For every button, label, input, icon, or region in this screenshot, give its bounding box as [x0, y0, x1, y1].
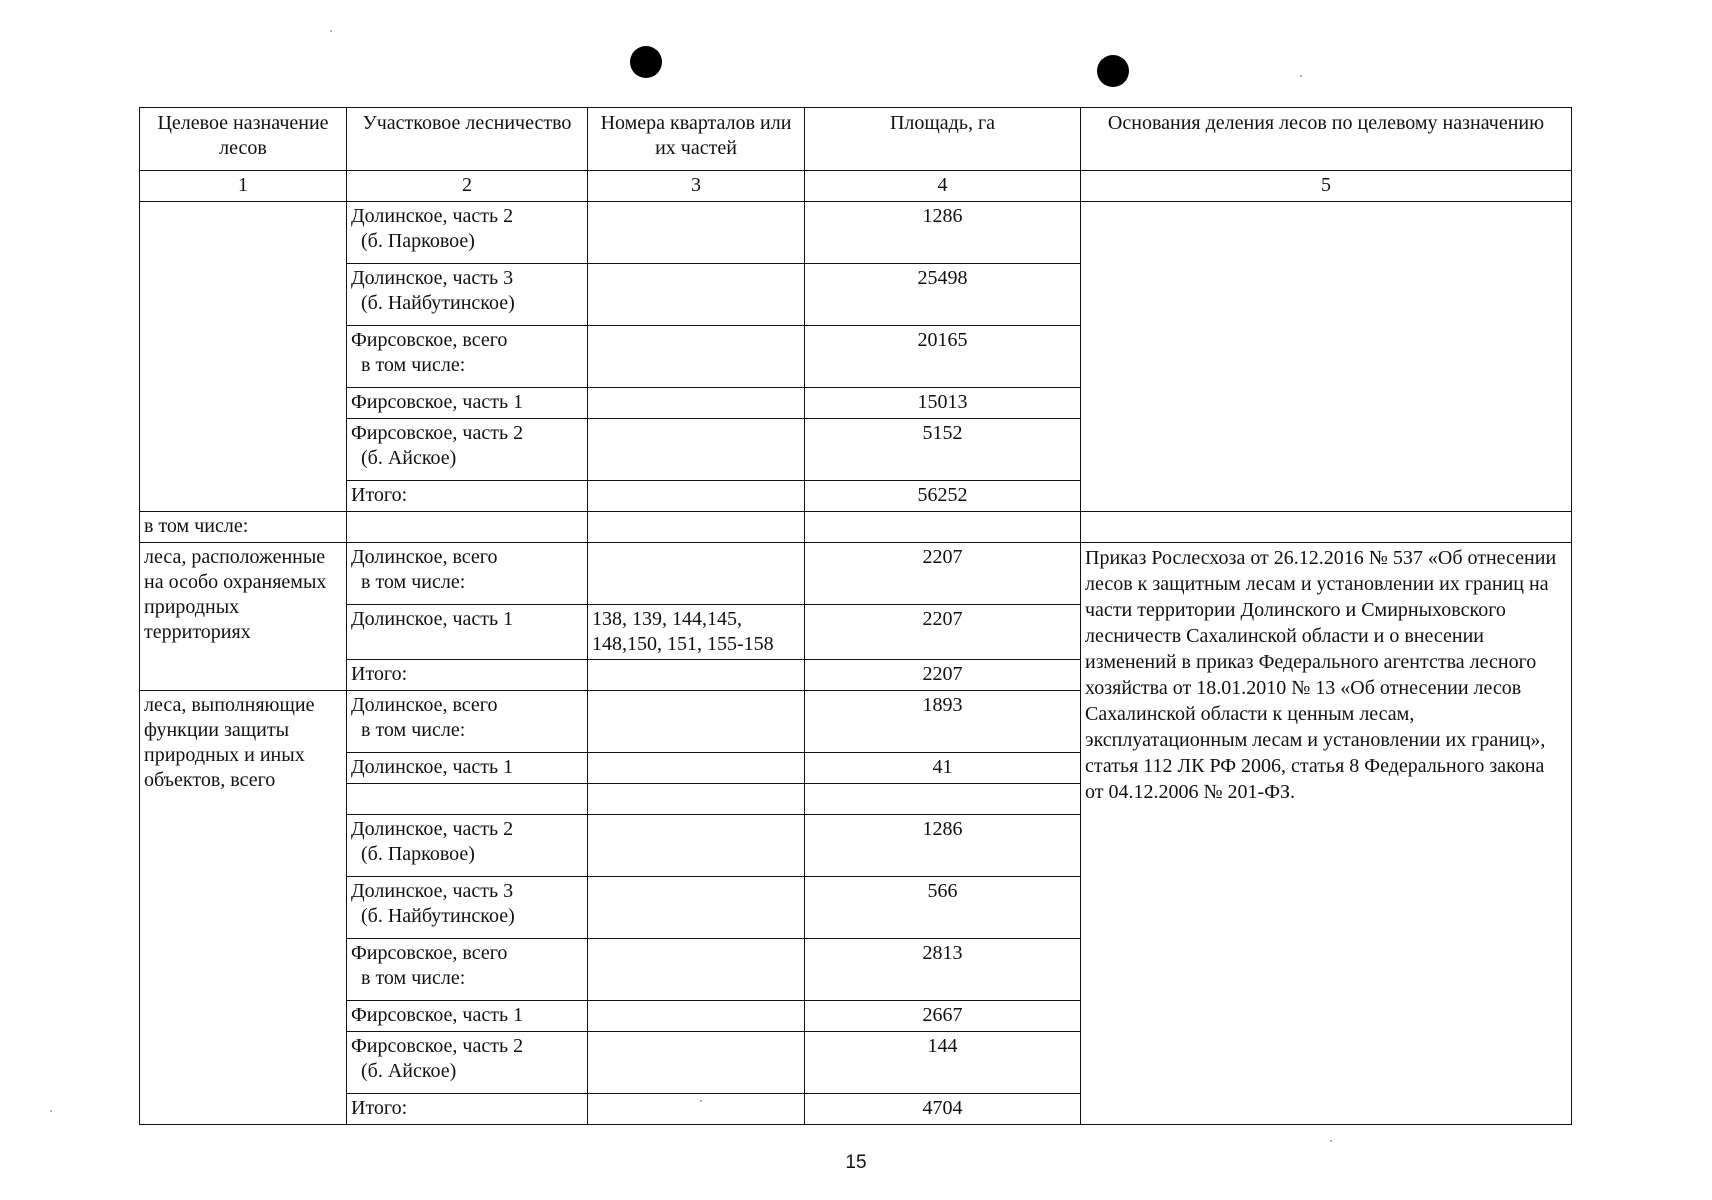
- area-cell: 566: [805, 877, 1081, 939]
- district-name: Фирсовское, всего: [351, 329, 508, 351]
- district-sub: (б. Айское): [361, 447, 457, 469]
- district-name: Фирсовское, всего: [351, 942, 508, 964]
- scan-speck: [330, 30, 332, 32]
- scan-speck: [1330, 1140, 1332, 1142]
- district-name: Долинское, всего: [351, 694, 498, 716]
- district-name: Фирсовское, часть 2: [351, 1035, 524, 1057]
- total-label: Итого:: [347, 660, 588, 691]
- district-name: Фирсовское, часть 2: [351, 422, 524, 444]
- numbering-row: [140, 171, 1572, 202]
- area-cell: 2207: [805, 543, 1081, 605]
- district-cell: [347, 877, 588, 939]
- col-number: 3: [588, 171, 805, 202]
- district-cell: [347, 939, 588, 1001]
- quarters-cell: [588, 877, 805, 939]
- district-name: Долинское, всего: [351, 546, 498, 568]
- basis-text: Приказ Рослесхоза от 26.12.2016 № 537 «Об отнесении лесов к защитным лесам и установлении их границ на части территории Долинского и Смирныховского лесничеств Сахалинской области и о внесении изменений в приказ Федерального агентства лесного хозяйства от 18.01.2010 № 13 «Об отнесении лесов Сахалинской области к ценным лесам, эксплуатационным лесам и установлении их границ», статья 112 ЛК РФ 2006, статья 8 Федерального закона от 04.12.2006 № 201-ФЗ.: [1081, 543, 1572, 1125]
- district-cell: [347, 419, 588, 481]
- quarters-cell: [588, 419, 805, 481]
- area-cell: 2813: [805, 939, 1081, 1001]
- district-cell: Долинское, часть 1: [347, 605, 588, 660]
- district-sub: (б. Найбутинское): [361, 292, 515, 314]
- table-row: [140, 543, 1572, 605]
- district-cell: [347, 815, 588, 877]
- area-cell: 1286: [805, 202, 1081, 264]
- including-row: [140, 512, 1572, 543]
- district-cell: Фирсовское, часть 1: [347, 388, 588, 419]
- district-cell: [347, 512, 588, 543]
- punch-hole-left: [630, 46, 662, 78]
- total-value: 56252: [805, 481, 1081, 512]
- page-number: 15: [845, 1152, 867, 1173]
- quarters-cell: 138, 139, 144,145, 148,150, 151, 155-158: [588, 605, 805, 660]
- quarters-cell: [588, 660, 805, 691]
- quarters-cell: [588, 939, 805, 1001]
- col-number: 4: [805, 171, 1081, 202]
- district-sub: в том числе:: [361, 967, 466, 989]
- area-cell: 1286: [805, 815, 1081, 877]
- area-cell: 25498: [805, 264, 1081, 326]
- district-name: Долинское, часть 3: [351, 267, 514, 289]
- district-sub: (б. Найбутинское): [361, 905, 515, 927]
- col-number: 5: [1081, 171, 1572, 202]
- quarters-cell: [588, 202, 805, 264]
- including-label: в том числе:: [140, 512, 347, 543]
- quarters-cell: [588, 784, 805, 815]
- area-cell: [805, 512, 1081, 543]
- district-cell: [347, 784, 588, 815]
- header-basis: Основания деления лесов по целевому назначению: [1081, 108, 1572, 171]
- area-cell: 41: [805, 753, 1081, 784]
- basis-cell: [1081, 512, 1572, 543]
- total-value: 2207: [805, 660, 1081, 691]
- quarters-cell: [588, 1032, 805, 1094]
- col-number: 1: [140, 171, 347, 202]
- area-cell: 15013: [805, 388, 1081, 419]
- district-cell: [347, 264, 588, 326]
- district-name: Долинское, часть 2: [351, 205, 514, 227]
- area-cell: 2207: [805, 605, 1081, 660]
- purpose-cell: леса, выполняющие функции защиты природных и иных объектов, всего: [140, 691, 347, 1125]
- total-label: Итого:: [347, 1094, 588, 1125]
- scan-speck: [50, 1110, 52, 1112]
- forest-purpose-table: [139, 107, 1572, 1125]
- purpose-cell-empty: [140, 202, 347, 512]
- quarters-cell: [588, 512, 805, 543]
- header-quarters: Номера кварталов или их частей: [588, 108, 805, 171]
- district-cell: [347, 691, 588, 753]
- area-cell: 1893: [805, 691, 1081, 753]
- quarters-cell: [588, 1094, 805, 1125]
- quarters-cell: [588, 326, 805, 388]
- quarters-cell: [588, 815, 805, 877]
- district-sub: (б. Парковое): [361, 843, 475, 865]
- district-name: Долинское, часть 3: [351, 880, 514, 902]
- basis-cell-empty: [1081, 202, 1572, 512]
- header-purpose: Целевое назначение лесов: [140, 108, 347, 171]
- purpose-cell: леса, расположенные на особо охраняемых природных территориях: [140, 543, 347, 691]
- quarters-cell: [588, 481, 805, 512]
- district-cell: [347, 543, 588, 605]
- total-value: 4704: [805, 1094, 1081, 1125]
- district-sub: (б. Парковое): [361, 230, 475, 252]
- district-sub: в том числе:: [361, 354, 466, 376]
- area-cell: [805, 784, 1081, 815]
- quarters-cell: [588, 543, 805, 605]
- total-label: Итого:: [347, 481, 588, 512]
- district-sub: (б. Айское): [361, 1060, 457, 1082]
- area-cell: 144: [805, 1032, 1081, 1094]
- header-row: [140, 108, 1572, 171]
- scan-speck: [1300, 75, 1302, 77]
- district-sub: в том числе:: [361, 571, 466, 593]
- table-row: [140, 202, 1572, 264]
- district-cell: [347, 1032, 588, 1094]
- quarters-cell: [588, 691, 805, 753]
- col-number: 2: [347, 171, 588, 202]
- punch-hole-right: [1097, 55, 1129, 87]
- district-cell: [347, 326, 588, 388]
- area-cell: 20165: [805, 326, 1081, 388]
- district-cell: [347, 202, 588, 264]
- quarters-cell: [588, 264, 805, 326]
- header-district: Участковое лесничество: [347, 108, 588, 171]
- district-sub: в том числе:: [361, 719, 466, 741]
- quarters-cell: [588, 1001, 805, 1032]
- district-cell: Фирсовское, часть 1: [347, 1001, 588, 1032]
- header-area: Площадь, га: [805, 108, 1081, 171]
- area-cell: 5152: [805, 419, 1081, 481]
- district-cell: Долинское, часть 1: [347, 753, 588, 784]
- quarters-cell: [588, 388, 805, 419]
- area-cell: 2667: [805, 1001, 1081, 1032]
- district-name: Долинское, часть 2: [351, 818, 514, 840]
- quarters-cell: [588, 753, 805, 784]
